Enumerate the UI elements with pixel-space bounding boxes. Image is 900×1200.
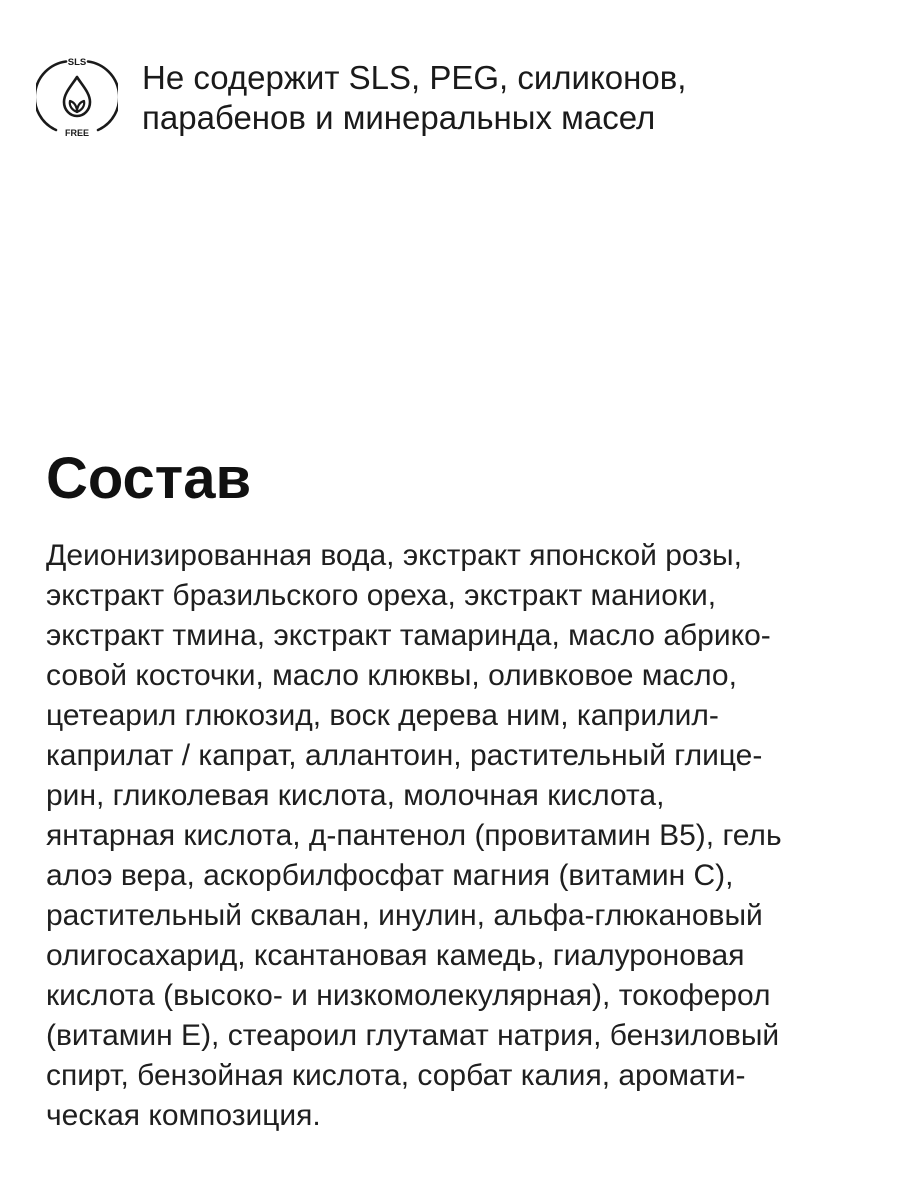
composition-line: янтарная кислота, д-пантенол (провитамин В5), гель [46, 819, 782, 852]
badge-text [142, 58, 686, 138]
composition-line: цетеарил глюкозид, воск дерева ним, каприлил- [46, 699, 719, 732]
composition-line: олигосахарид, ксантановая камедь, гиалуроновая [46, 939, 745, 972]
badge-text-line: Не содержит SLS, PEG, силиконов, [142, 59, 687, 96]
badge-text-line: парабенов и минеральных масел [142, 99, 656, 136]
composition-line: кислота (высоко- и низкомолекулярная), токоферол [46, 979, 771, 1012]
composition-line: спирт, бензойная кислота, сорбат калия, аромати- [46, 1059, 746, 1092]
composition-line: Деионизированная вода, экстракт японской розы, [46, 539, 742, 572]
composition-line: экстракт тмина, экстракт тамаринда, масло абрико- [46, 619, 771, 652]
composition-line: рин, гликолевая кислота, молочная кислота, [46, 779, 665, 812]
composition-line: экстракт бразильского ореха, экстракт маниоки, [46, 579, 717, 612]
sls-free-drop-icon [36, 56, 118, 138]
composition-title: Состав [46, 446, 252, 511]
composition-line: растительный сквалан, инулин, альфа-глюкановый [46, 899, 763, 932]
composition-line: алоэ вера, аскорбилфосфат магния (витамин С), [46, 859, 734, 892]
composition-text [46, 536, 876, 1136]
composition-line: ческая композиция. [46, 1099, 321, 1132]
composition-line: совой косточки, масло клюквы, оливковое масло, [46, 659, 737, 692]
badge-top-label: SLS [67, 57, 87, 68]
badge-bottom-label: FREE [64, 128, 90, 138]
composition-line: (витамин Е), стеароил глутамат натрия, бензиловый [46, 1019, 780, 1052]
composition-line: каприлат / капрат, аллантоин, растительный глице- [46, 739, 763, 772]
sls-free-badge [36, 56, 686, 138]
